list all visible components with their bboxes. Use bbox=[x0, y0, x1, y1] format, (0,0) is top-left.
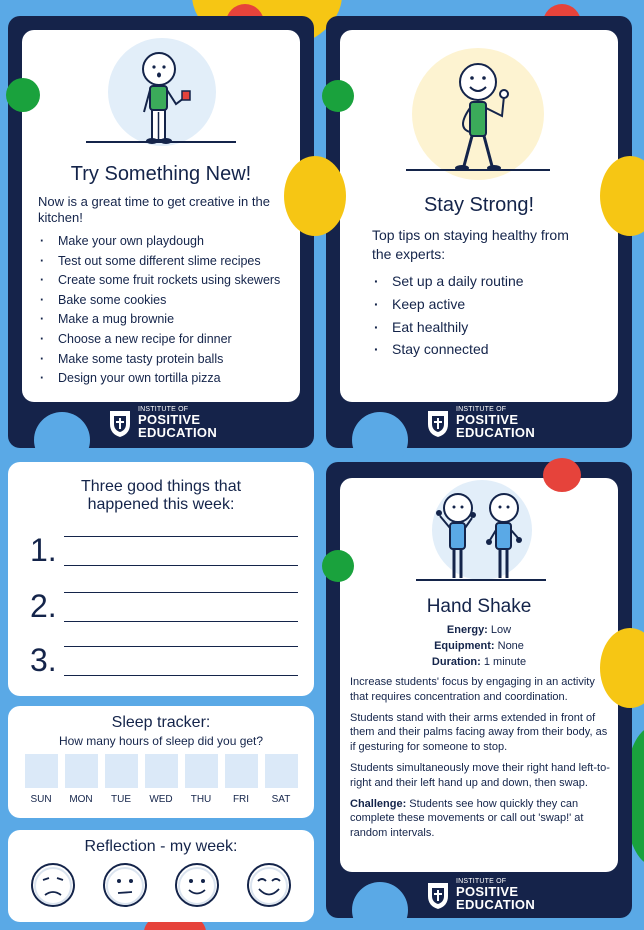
challenge-paragraph bbox=[350, 797, 610, 841]
card-try-something-new-body bbox=[22, 30, 300, 402]
write-line[interactable] bbox=[64, 592, 298, 622]
decor-blue-circle bbox=[352, 412, 408, 468]
shield-icon bbox=[426, 408, 450, 438]
meta-label: Equipment: bbox=[434, 640, 495, 652]
ipe-logo bbox=[108, 406, 217, 439]
meta-label: Energy: bbox=[446, 624, 488, 636]
panel-title: Reflection - my week: bbox=[84, 838, 238, 855]
good-thing-row-3 bbox=[30, 640, 298, 676]
meta-value: 1 minute bbox=[483, 656, 527, 668]
row-number: 3. bbox=[30, 642, 57, 678]
decor-blue-circle bbox=[34, 412, 90, 468]
shield-icon bbox=[426, 880, 450, 910]
good-thing-row-1 bbox=[30, 530, 298, 566]
meta-value: None bbox=[497, 640, 524, 652]
logo-line-3: EDUCATION bbox=[456, 425, 536, 440]
smile-face-icon[interactable] bbox=[174, 862, 220, 908]
logo-line-1: INSTITUTE OF bbox=[138, 406, 189, 413]
card-hand-shake bbox=[326, 462, 632, 918]
paragraph: Increase students' focus by engaging in an activity that requires concentration and coordination. bbox=[350, 676, 595, 703]
panel-title: Three good things that happened this week: bbox=[80, 478, 242, 513]
card-intro: Now is a great time to get creative in the kitchen! bbox=[38, 194, 270, 225]
list-item: · Make your own playdough bbox=[38, 232, 293, 252]
paragraph: Students simultaneously move their right hand left-to-right and their left hand up and down, then swap. bbox=[350, 761, 610, 789]
logo-line-1: INSTITUTE OF bbox=[456, 406, 507, 413]
sleep-input-mon[interactable] bbox=[65, 754, 98, 788]
row-number: 2. bbox=[30, 588, 57, 624]
meta-label: Duration: bbox=[431, 656, 481, 668]
card-stay-strong-body bbox=[340, 30, 618, 402]
logo-line-2: POSITIVE bbox=[456, 412, 519, 427]
day-label: FRI bbox=[232, 794, 250, 805]
happy-face-icon[interactable] bbox=[246, 862, 292, 908]
paragraph: Students stand with their arms extended in front of them and their palms facing away from their body, as if gesturing for someone to stop. bbox=[350, 711, 608, 754]
meta-energy bbox=[340, 624, 618, 636]
list-item: · Create some fruit rockets using skewers bbox=[38, 271, 293, 291]
activity-list bbox=[38, 232, 293, 389]
meta-equipment bbox=[340, 640, 618, 652]
neutral-face-icon[interactable] bbox=[102, 862, 148, 908]
list-item: · Bake some cookies bbox=[38, 291, 293, 311]
day-label: TUE bbox=[111, 794, 131, 805]
card-intro: Top tips on staying healthy from the experts: bbox=[372, 227, 569, 262]
card-title: Hand Shake bbox=[426, 596, 532, 617]
meta-duration bbox=[340, 656, 618, 668]
list-item: · Stay connected bbox=[372, 338, 602, 361]
list-item: · Make some tasty protein balls bbox=[38, 350, 293, 370]
card-hand-shake-body bbox=[340, 478, 618, 872]
figure-holding-mug-icon bbox=[86, 32, 236, 152]
panel-subtitle: How many hours of sleep did you get? bbox=[58, 734, 264, 748]
three-good-things-panel bbox=[8, 462, 314, 696]
sleep-input-tue[interactable] bbox=[105, 754, 138, 788]
meta-value: Low bbox=[490, 624, 512, 636]
decor-green-circle-handshake bbox=[322, 550, 354, 582]
decor-red-circle-handshake bbox=[543, 458, 581, 492]
list-item: · Choose a new recipe for dinner bbox=[38, 330, 293, 350]
decor-yellow-circle-mid bbox=[284, 156, 346, 236]
card-title: Stay Strong! bbox=[423, 194, 535, 216]
sleep-input-sun[interactable] bbox=[25, 754, 58, 788]
sleep-input-wed[interactable] bbox=[145, 754, 178, 788]
good-thing-row-2 bbox=[30, 586, 298, 622]
write-line[interactable] bbox=[64, 536, 298, 566]
sleep-input-thu[interactable] bbox=[185, 754, 218, 788]
ipe-logo bbox=[426, 406, 535, 439]
panel-title: Sleep tracker: bbox=[111, 714, 211, 731]
tips-list bbox=[372, 270, 602, 361]
write-line[interactable] bbox=[64, 646, 298, 676]
sleep-tracker-panel bbox=[8, 706, 314, 818]
card-stay-strong bbox=[326, 16, 632, 448]
reflection-panel bbox=[8, 830, 314, 922]
decor-green-circle-mid bbox=[322, 80, 354, 112]
day-label: WED bbox=[149, 794, 173, 805]
logo-line-3: EDUCATION bbox=[138, 425, 218, 440]
day-label: SUN bbox=[30, 794, 52, 805]
sleep-input-fri[interactable] bbox=[225, 754, 258, 788]
sleep-input-sat[interactable] bbox=[265, 754, 298, 788]
logo-line-1: INSTITUTE OF bbox=[456, 878, 507, 885]
list-item: · Eat healthily bbox=[372, 316, 602, 339]
sad-face-icon[interactable] bbox=[30, 862, 76, 908]
row-number: 1. bbox=[30, 532, 57, 568]
day-label: SAT bbox=[271, 794, 291, 805]
day-label: MON bbox=[69, 794, 93, 805]
card-title: Try Something New! bbox=[70, 163, 252, 185]
card-try-something-new bbox=[8, 16, 314, 448]
two-figures-hand-shake-icon bbox=[416, 478, 546, 584]
list-item: · Test out some different slime recipes bbox=[38, 252, 293, 272]
ipe-logo bbox=[426, 878, 535, 911]
challenge-label: Challenge: bbox=[350, 797, 407, 810]
logo-line-2: POSITIVE bbox=[138, 412, 201, 427]
day-label: THU bbox=[190, 794, 212, 805]
activity-description bbox=[350, 675, 610, 841]
figure-flexing-icon bbox=[404, 32, 554, 180]
decor-blue-circle bbox=[352, 882, 408, 930]
challenge-text: Students see how quickly they can complete these movements or call out 'swap!' at random intervals. bbox=[350, 797, 584, 840]
list-item: · Keep active bbox=[372, 293, 602, 316]
list-item: · Set up a daily routine bbox=[372, 270, 602, 293]
decor-green-circle-left bbox=[6, 78, 40, 112]
list-item: · Design your own tortilla pizza bbox=[38, 369, 293, 389]
list-item: · Make a mug brownie bbox=[38, 310, 293, 330]
shield-icon bbox=[108, 408, 132, 438]
logo-line-2: POSITIVE bbox=[456, 884, 519, 899]
logo-line-3: EDUCATION bbox=[456, 897, 536, 912]
